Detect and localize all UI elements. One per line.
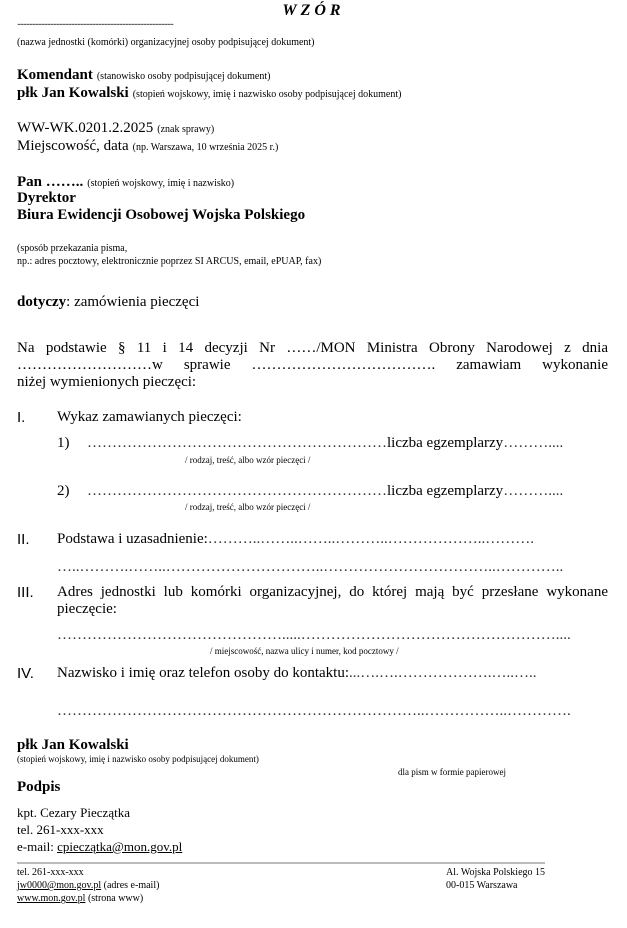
section-3-numeral: III. [17,584,34,601]
contact-phone: tel. 261-xxx-xxx [17,822,104,837]
count-field[interactable]: ……….... [503,483,564,499]
contact-email-link[interactable]: cpieczątka@mon.gov.pl [57,839,183,854]
section-2-heading: Podstawa i uzasadnienie: [57,531,208,547]
footer-divider [17,862,545,864]
section-3-heading-line-2: pieczęcie: [57,601,117,617]
closing-signer-hint: (stopień wojskowy, imię i nazwisko osoby podpisującej dokument) [17,754,259,764]
unit-dots: ........................................................................................................ [17,17,173,28]
footer-email-hint: (adres e-mail) [101,880,160,891]
paper-note: dla pism w formie papierowej [398,767,506,777]
seal-description-field[interactable]: …………………………………………………… [87,483,387,499]
section-1-item-1 [87,435,563,452]
signer-line [17,84,401,102]
section-4-numeral: IV. [17,665,34,682]
subject-label: dotyczy [17,294,67,310]
place-date-line [17,137,278,155]
signer-name: płk Jan Kowalski [17,85,129,101]
count-field[interactable]: ……….... [503,435,564,451]
contact-person-field[interactable]: ...….….……………….…..….. [349,665,537,681]
footer-address-2: 00-015 Warszawa [446,880,518,891]
section-3-heading-line-1: Adres jednostki lub komórki organizacyjnej, do której mają być przesłane wykonane [57,584,608,600]
case-number-hint: (znak sprawy) [157,124,215,135]
footer-website-hint: (strona www) [85,893,144,904]
document-title: WZÓR [282,2,345,19]
seal-description-field[interactable]: …………………………………………………… [87,435,387,451]
position-label: Komendant [17,67,93,83]
addressee-hint: (stopień wojskowy, imię i nazwisko) [87,178,235,189]
footer-website-line [17,893,143,904]
addressee-role: Dyrektor [17,190,76,206]
signer-hint: (stopień wojskowy, imię i nazwisko osoby podpisującej dokument) [132,89,402,100]
contact-name: kpt. Cezary Pieczątka [17,805,130,820]
delivery-hint-2: np.: adres pocztowy, elektronicznie poprzez SI ARCUS, email, ePUAP, fax) [17,256,322,267]
footer-website-link[interactable]: www.mon.gov.pl [17,893,86,904]
addressee-salutation: Pan …….. [17,174,84,190]
section-1-item-2-num: 2) [57,483,70,499]
count-label: liczba egzemplarzy [387,483,504,499]
subject-text: : zamówienia pieczęci [66,294,200,310]
section-1-heading: Wykaz zamawianych pieczęci: [57,409,242,425]
position-hint: (stanowisko osoby podpisującej dokument) [96,71,271,82]
justification-field[interactable]: ………..……..……..………..………………..………. [207,531,535,547]
section-2-heading-line [57,531,534,548]
section-4-heading: Nazwisko i imię oraz telefon osoby do kontaktu: [57,665,350,681]
section-1-item-2 [87,483,563,500]
footer-address-1: Al. Wojska Polskiego 15 [446,867,546,878]
section-4-heading-line [57,665,537,682]
section-1-item-1-hint: / rodzaj, treść, albo wzór pieczęci / [185,455,311,465]
addressee-salutation-line [17,173,234,191]
case-number-line [17,119,214,137]
place-date: Miejscowość, data [17,138,129,154]
section-2-numeral: II. [17,531,30,548]
body-line-3: niżej wymienionych pieczęci: [17,374,197,390]
position-line [17,66,270,84]
justification-field-line-2[interactable]: …..……….……..…………………………..……………………………..………….. [57,559,564,575]
signature-label: Podpis [17,779,61,795]
subject-line [17,294,199,311]
footer-phone: tel. 261-xxx-xxx [17,867,84,878]
section-1-item-2-hint: / rodzaj, treść, albo wzór pieczęci / [185,502,311,512]
place-date-hint: (np. Warszawa, 10 września 2025 r.) [132,142,279,153]
unit-hint: (nazwa jednostki (komórki) organizacyjnej osoby podpisującej dokument) [17,37,315,48]
footer-email-link[interactable]: jw0000@mon.gov.pl [17,880,102,891]
addressee-office: Biura Ewidencji Osobowej Wojska Polskiego [17,207,306,223]
contact-email-label: e-mail: [17,839,58,854]
closing-signer-name: płk Jan Kowalski [17,737,129,753]
body-line-1: Na podstawie § 11 i 14 decyzji Nr ……/MON Ministra Obrony Narodowej z dnia [17,340,608,356]
delivery-hint-1: (sposób przekazania pisma, [17,243,128,254]
body-line-2: ………………………w sprawie ………………………………. zamawiam wykonanie [17,357,608,373]
contact-email-line [17,839,182,855]
count-label: liczba egzemplarzy [387,435,504,451]
address-field[interactable]: ……………………………………….....…………………………………………….... [57,627,571,643]
footer-email-line [17,880,159,891]
section-1-item-1-num: 1) [57,435,70,451]
case-number: WW-WK.0201.2.2025 [17,120,154,136]
contact-person-field-line-2[interactable]: ………………………………………………………………..……………..…………. [57,703,571,719]
section-3-hint: / miejscowość, nazwa ulicy i numer, kod pocztowy / [210,646,399,656]
section-1-numeral: I. [17,409,26,426]
